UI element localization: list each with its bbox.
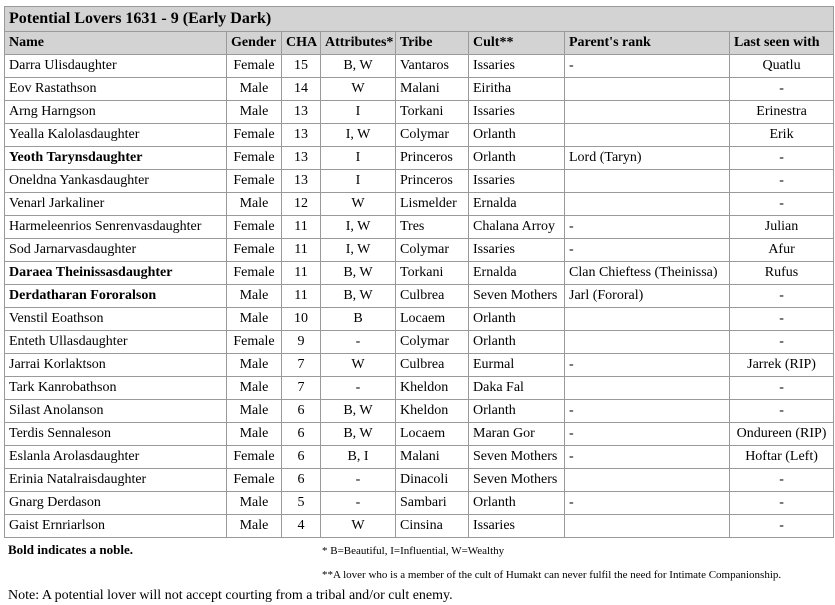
table-title: Potential Lovers 1631 - 9 (Early Dark) [5,7,834,32]
table-row [5,400,834,423]
cell-parent-rank: Jarl (Fororal) [565,285,730,308]
cell-parent-rank: - [565,55,730,78]
cell-gender: Male [227,78,282,101]
cell-name: Enteth Ullasdaughter [5,331,227,354]
cell-gender: Male [227,193,282,216]
cell-last-seen: Hoftar (Left) [730,446,834,469]
cell-cha: 13 [282,124,321,147]
cell-cha: 7 [282,354,321,377]
cell-last-seen: - [730,469,834,492]
table-row [5,101,834,124]
cell-cult: Issaries [469,170,565,193]
table-row [5,285,834,308]
cell-name: Jarrai Korlaktson [5,354,227,377]
header-row [5,32,834,55]
cell-cult: Orlanth [469,124,565,147]
cell-last-seen: - [730,377,834,400]
cell-name: Venarl Jarkaliner [5,193,227,216]
cell-attributes: I [321,147,396,170]
cell-parent-rank [565,331,730,354]
cell-cult: Eiritha [469,78,565,101]
cell-attributes: B, W [321,423,396,446]
cell-last-seen: Jarrek (RIP) [730,354,834,377]
cell-attributes: W [321,354,396,377]
cell-cult: Seven Mothers [469,469,565,492]
cell-cha: 6 [282,446,321,469]
cell-cha: 13 [282,170,321,193]
cell-cult: Orlanth [469,331,565,354]
cell-parent-rank [565,469,730,492]
cell-cult: Seven Mothers [469,446,565,469]
cell-parent-rank [565,101,730,124]
cell-tribe: Lismelder [396,193,469,216]
cell-last-seen: - [730,147,834,170]
cell-name: Darra Ulisdaughter [5,55,227,78]
cell-attributes: B, W [321,285,396,308]
cell-parent-rank: - [565,492,730,515]
cell-cult: Orlanth [469,308,565,331]
cell-gender: Male [227,308,282,331]
cell-last-seen: - [730,400,834,423]
cell-gender: Male [227,377,282,400]
cell-last-seen: Erik [730,124,834,147]
cell-tribe: Sambari [396,492,469,515]
cell-tribe: Torkani [396,262,469,285]
cell-tribe: Cinsina [396,515,469,538]
cell-attributes: B, I [321,446,396,469]
cell-tribe: Culbrea [396,354,469,377]
cell-last-seen: Quatlu [730,55,834,78]
cell-name: Silast Anolanson [5,400,227,423]
cell-cha: 11 [282,262,321,285]
cell-gender: Female [227,147,282,170]
table-row [5,446,834,469]
cell-last-seen: Julian [730,216,834,239]
cell-tribe: Locaem [396,308,469,331]
cell-tribe: Vantaros [396,55,469,78]
cell-name: Harmeleenrios Senrenvasdaughter [5,216,227,239]
cell-cha: 6 [282,400,321,423]
cell-parent-rank: - [565,446,730,469]
cell-cult: Daka Fal [469,377,565,400]
table-row [5,262,834,285]
cell-gender: Female [227,170,282,193]
cell-cult: Issaries [469,55,565,78]
cell-attributes: W [321,78,396,101]
header-cult: Cult** [469,32,565,55]
cult-footnote: **A lover who is a member of the cult of Humakt can never fulfil the need for Intimate Companionship. [322,569,782,581]
cell-cha: 9 [282,331,321,354]
cell-cha: 6 [282,423,321,446]
cell-cha: 13 [282,101,321,124]
header-gender: Gender [227,32,282,55]
cell-gender: Male [227,515,282,538]
cell-tribe: Culbrea [396,285,469,308]
table-row [5,216,834,239]
cell-attributes: I, W [321,216,396,239]
table-row [5,354,834,377]
cell-parent-rank: - [565,239,730,262]
cell-tribe: Kheldon [396,400,469,423]
attributes-footnote: * B=Beautiful, I=Influential, W=Wealthy [322,545,505,557]
cell-parent-rank: - [565,400,730,423]
cell-parent-rank: Clan Chieftess (Theinissa) [565,262,730,285]
cell-tribe: Colymar [396,331,469,354]
cell-cult: Issaries [469,515,565,538]
cell-tribe: Colymar [396,124,469,147]
cell-attributes: B [321,308,396,331]
cell-name: Erinia Natalraisdaughter [5,469,227,492]
cell-name: Yealla Kalolasdaughter [5,124,227,147]
cell-tribe: Locaem [396,423,469,446]
cell-cult: Seven Mothers [469,285,565,308]
cell-last-seen: - [730,193,834,216]
cell-name: Derdatharan Fororalson [5,285,227,308]
cell-cult: Orlanth [469,147,565,170]
cell-attributes: W [321,193,396,216]
cell-tribe: Malani [396,446,469,469]
cell-tribe: Kheldon [396,377,469,400]
cell-cha: 11 [282,239,321,262]
cell-tribe: Dinacoli [396,469,469,492]
cell-gender: Female [227,469,282,492]
cell-name: Gnarg Derdason [5,492,227,515]
cell-last-seen: - [730,78,834,101]
cell-cha: 5 [282,492,321,515]
cell-name: Daraea Theinissasdaughter [5,262,227,285]
cell-cult: Ernalda [469,262,565,285]
cell-gender: Male [227,423,282,446]
cell-tribe: Colymar [396,239,469,262]
cell-cha: 15 [282,55,321,78]
cell-gender: Female [227,124,282,147]
cell-parent-rank [565,377,730,400]
table-row [5,239,834,262]
cell-attributes: I [321,101,396,124]
cell-last-seen: - [730,308,834,331]
cell-gender: Female [227,331,282,354]
cell-last-seen: - [730,331,834,354]
table-row [5,331,834,354]
table-row [5,492,834,515]
cell-cult: Chalana Arroy [469,216,565,239]
cell-cult: Maran Gor [469,423,565,446]
cell-gender: Male [227,400,282,423]
cell-parent-rank [565,308,730,331]
cell-parent-rank [565,193,730,216]
cell-gender: Female [227,446,282,469]
table-body [5,55,834,538]
cell-tribe: Tres [396,216,469,239]
cell-cha: 13 [282,147,321,170]
cell-name: Gaist Ernriarlson [5,515,227,538]
cell-last-seen: Rufus [730,262,834,285]
cell-tribe: Princeros [396,170,469,193]
potential-lovers-table [4,6,834,538]
header-name: Name [5,32,227,55]
cell-tribe: Torkani [396,101,469,124]
cell-name: Oneldna Yankasdaughter [5,170,227,193]
cell-attributes: W [321,515,396,538]
table-row [5,147,834,170]
cell-cult: Orlanth [469,400,565,423]
cell-last-seen: Afur [730,239,834,262]
cell-name: Venstil Eoathson [5,308,227,331]
cell-cult: Eurmal [469,354,565,377]
cell-tribe: Malani [396,78,469,101]
table-row [5,124,834,147]
cell-gender: Female [227,216,282,239]
cell-cha: 11 [282,285,321,308]
cell-cult: Issaries [469,239,565,262]
cell-attributes: - [321,331,396,354]
cell-attributes: - [321,377,396,400]
table-row [5,170,834,193]
cell-gender: Male [227,354,282,377]
cell-attributes: B, W [321,400,396,423]
header-attributes: Attributes* [321,32,396,55]
cell-attributes: I, W [321,239,396,262]
cell-cult: Orlanth [469,492,565,515]
header-tribe: Tribe [396,32,469,55]
cell-attributes: B, W [321,262,396,285]
cell-last-seen: - [730,515,834,538]
cell-name: Eov Rastathson [5,78,227,101]
table-row [5,423,834,446]
cell-cha: 11 [282,216,321,239]
cell-parent-rank [565,170,730,193]
cell-attributes: I [321,170,396,193]
table-row [5,469,834,492]
cell-last-seen: - [730,492,834,515]
table-row [5,308,834,331]
cell-parent-rank: - [565,354,730,377]
cell-attributes: - [321,492,396,515]
cell-parent-rank [565,515,730,538]
header-cha: CHA [282,32,321,55]
cell-last-seen: - [730,170,834,193]
cell-cha: 12 [282,193,321,216]
cell-name: Terdis Sennaleson [5,423,227,446]
cell-parent-rank: - [565,216,730,239]
cell-parent-rank: Lord (Taryn) [565,147,730,170]
cell-last-seen: Erinestra [730,101,834,124]
cell-last-seen: - [730,285,834,308]
title-row [5,7,834,32]
cell-last-seen: Ondureen (RIP) [730,423,834,446]
cell-parent-rank: - [565,423,730,446]
cell-name: Tark Kanrobathson [5,377,227,400]
cell-gender: Male [227,285,282,308]
table-row [5,78,834,101]
cell-name: Yeoth Tarynsdaughter [5,147,227,170]
cell-cha: 4 [282,515,321,538]
cell-cult: Ernalda [469,193,565,216]
table-row [5,193,834,216]
cell-gender: Female [227,239,282,262]
table-row [5,377,834,400]
cell-gender: Male [227,492,282,515]
cell-name: Eslanla Arolasdaughter [5,446,227,469]
cell-name: Sod Jarnarvasdaughter [5,239,227,262]
table-row [5,55,834,78]
cell-parent-rank [565,78,730,101]
cell-gender: Female [227,55,282,78]
cell-cha: 7 [282,377,321,400]
table-row [5,515,834,538]
cell-cult: Issaries [469,101,565,124]
cell-tribe: Princeros [396,147,469,170]
header-last-seen: Last seen with [730,32,834,55]
cell-cha: 10 [282,308,321,331]
cell-parent-rank [565,124,730,147]
cell-cha: 6 [282,469,321,492]
cell-gender: Male [227,101,282,124]
courting-note: Note: A potential lover will not accept courting from a tribal and/or cult enemy. [8,588,453,603]
cell-name: Arng Harngson [5,101,227,124]
cell-attributes: I, W [321,124,396,147]
noble-footnote: Bold indicates a noble. [8,542,133,557]
cell-attributes: - [321,469,396,492]
cell-cha: 14 [282,78,321,101]
cell-gender: Female [227,262,282,285]
header-parent-rank: Parent's rank [565,32,730,55]
cell-attributes: B, W [321,55,396,78]
